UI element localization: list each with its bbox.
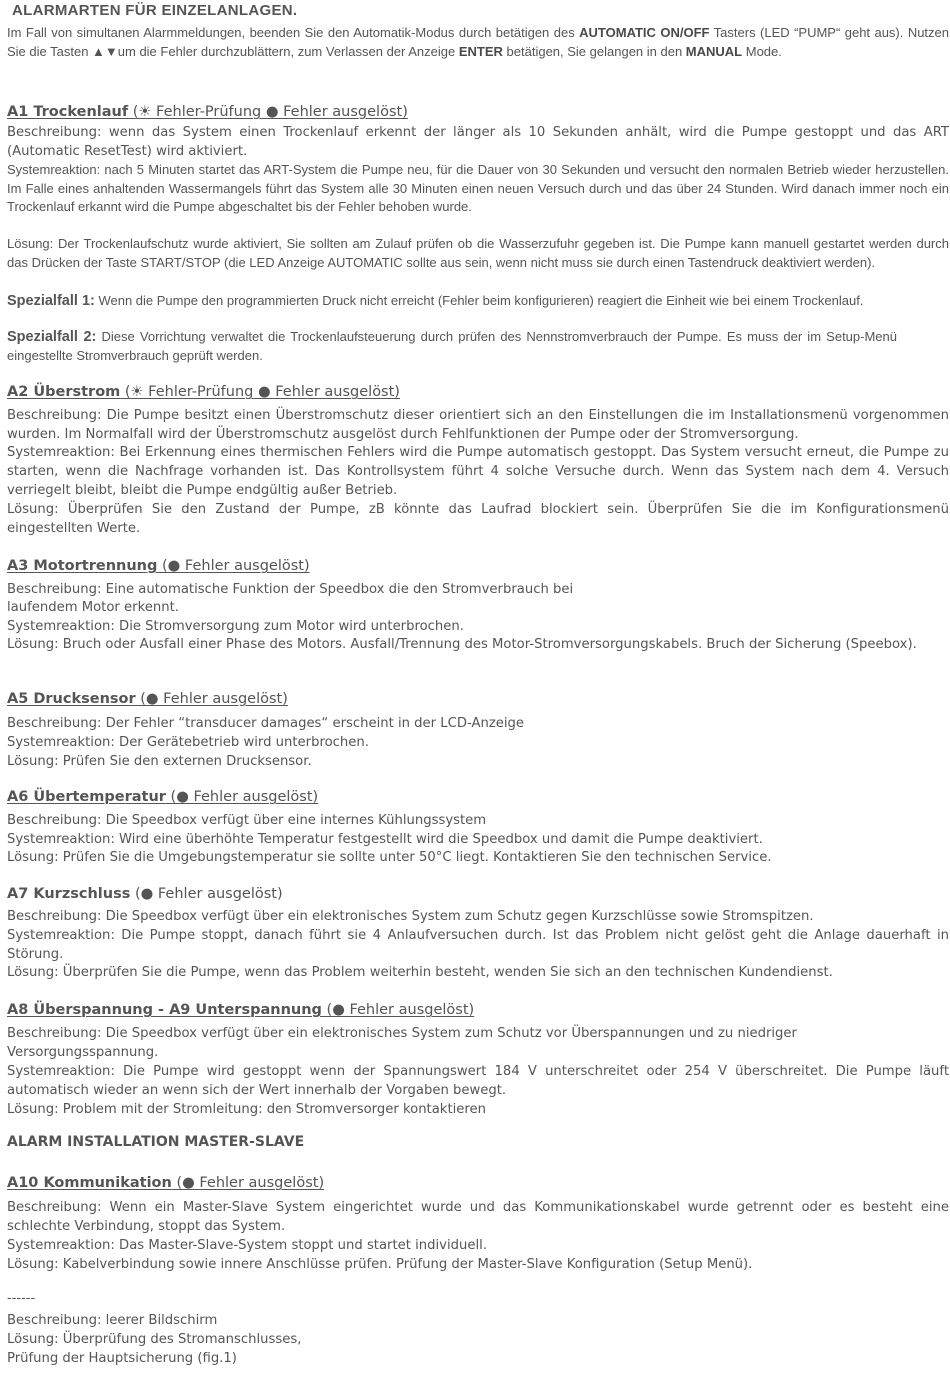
alarm-a8-a9-title: A8 Überspannung - A9 Unterspannung (● Fehler ausgelöst) [7, 1002, 475, 1018]
alarm-a5-reaction: Systemreaktion: Der Gerätebetrieb wird unterbrochen. [7, 735, 369, 750]
alarm-a2-title: A2 Überstrom (☀ Fehler-Prüfung ● Fehler ausgelöst) [7, 384, 400, 400]
alarm-a10-reaction: Systemreaktion: Das Master-Slave-System stoppt und startet individuell. [7, 1238, 488, 1253]
alarm-a1-solution: Lösung: Der Trockenlaufschutz wurde aktiviert, Sie sollten am Zulauf prüfen ob die Wasserzufuhr gegeben ist. Die Pumpe kann manuell gestartet werden durch das Drücken der Taste START/STOP (die LED Anzeige AUTOMATIC sollte aus sein, wenn nicht muss sie durch einen Tastendruck deaktiviert werden). [7, 236, 949, 270]
alarm-a10-description: Beschreibung: Wenn ein Master-Slave System eingerichtet wurde und das Kommunikationskabel wurde getrennt oder es besteht eine schlechte Verbindung, stoppt das System. [7, 1200, 949, 1234]
alarm-a8-description-line1: Beschreibung: Die Speedbox verfügt über ein elektronisches System zum Schutz vor Überspannungen und zu niedriger [7, 1026, 797, 1041]
alarm-a6-reaction: Systemreaktion: Wird eine überhöhte Temperatur festgestellt wird die Speedbox und damit die Pumpe deaktiviert. [7, 832, 763, 847]
alarm-dashes-solution-line2: Prüfung der Hauptsicherung (fig.1) [7, 1351, 237, 1366]
alarm-dashes-description: Beschreibung: leerer Bildschirm [7, 1313, 218, 1328]
alarm-a7-reaction: Systemreaktion: Die Pumpe stoppt, danach führt sie 4 Anlaufversuchen durch. Ist das Problem nicht gelöst geht die Anlage dauerhaft in Störung. [7, 928, 949, 962]
alarm-a1-reaction: Systemreaktion: nach 5 Minuten startet das ART-System die Pumpe neu, für die Dauer von 30 Sekunden und versucht den normalen Betrieb wieder herzustellen. Im Falle eines anhaltenden Wassermangels führt das System alle 30 Minuten einen neuen Versuch durch und das über 24 Stunden. Wird danach immer noch ein Trockenlauf erkannt wird die Pumpe abgeschaltet bis der Fehler behoben wurde. [7, 162, 949, 214]
alarm-a1-title: A1 Trockenlauf (☀ Fehler-Prüfung ● Fehler ausgelöst) [7, 104, 408, 120]
alarm-a5-description: Beschreibung: Der Fehler “transducer damages“ erscheint in der LCD-Anzeige [7, 716, 525, 731]
alarm-a10-solution: Lösung: Kabelverbindung sowie innere Anschlüsse prüfen. Prüfung der Master-Slave Konfiguration (Setup Menü). [7, 1257, 753, 1272]
alarm-a6-title: A6 Übertemperatur (● Fehler ausgelöst) [7, 789, 319, 805]
alarm-a1-special-case-2: Spezialfall 2: Diese Vorrichtung verwaltet die Trockenlaufsteuerung durch prüfen des Nennstromverbrauch der Pumpe. Es muss der im Setup-Menü eingestellte Stromverbrauch geprüft werden. [7, 329, 897, 363]
alarm-a2-solution: Lösung: Überprüfen Sie den Zustand der Pumpe, zB könnte das Laufrad blockiert sein. Überprüfen Sie die im Konfigurationsmenü eingestellten Werte. [7, 502, 949, 536]
alarm-a6-description: Beschreibung: Die Speedbox verfügt über eine internes Kühlungssystem [7, 813, 487, 828]
alarm-a1-description: Beschreibung: wenn das System einen Trockenlauf erkennt der länger als 10 Sekunden anhält, wird die Pumpe gestoppt und das ART (Automatic ResetTest) wird aktiviert. [7, 125, 949, 159]
alarm-a3-reaction: Systemreaktion: Die Stromversorgung zum Motor wird unterbrochen. [7, 619, 464, 634]
alarm-a3-title: A3 Motortrennung (● Fehler ausgelöst) [7, 558, 310, 574]
alarm-a6-solution: Lösung: Prüfen Sie die Umgebungstemperatur sie sollte unter 50°C liegt. Kontaktieren Sie den technischen Service. [7, 850, 772, 865]
alarm-a7-description: Beschreibung: Die Speedbox verfügt über ein elektronisches System zum Schutz gegen Kurzschlüsse sowie Stromspitzen. [7, 909, 814, 924]
alarm-a2-reaction: Systemreaktion: Bei Erkennung eines thermischen Fehlers wird die Pumpe automatisch gestoppt. Das System versucht erneut, die Pumpe zu starten, wenn die Nachfrage vorhanden ist. Das Kontrollsystem führt 4 solche Versuche durch. Wenn das System nach dem 4. Versuch verriegelt bleibt, bleibt die Pumpe endgültig außer Betrieb. [7, 445, 949, 498]
page-title: ALARMARTEN FÜR EINZELANLAGEN. [12, 2, 298, 19]
alarm-a10-title: A10 Kommunikation (● Fehler ausgelöst) [7, 1175, 325, 1191]
alarm-a3-description-line2: laufendem Motor erkennt. [7, 600, 179, 615]
alarm-a1-special-case-1: Spezialfall 1: Wenn die Pumpe den programmierten Druck nicht erreicht (Fehler beim konfigurieren) reagiert die Einheit wie bei einem Trockenlauf. [7, 293, 864, 309]
alarm-a8-description-line2: Versorgungsspannung. [7, 1045, 159, 1060]
alarm-a3-solution: Lösung: Bruch oder Ausfall einer Phase des Motors. Ausfall/Trennung des Motor-Stromversorgungskabels. Bruch der Sicherung (Speebox). [7, 637, 917, 652]
alarm-a5-title: A5 Drucksensor (● Fehler ausgelöst) [7, 691, 288, 707]
alarm-a3-description-line1: Beschreibung: Eine automatische Funktion der Speedbox die den Stromverbrauch bei [7, 582, 574, 597]
alarm-a8-reaction: Systemreaktion: Die Pumpe wird gestoppt wenn der Spannungswert 184 V unterschreitet oder 254 V überschreitet. Die Pumpe läuft automatisch wieder an wenn sich der Wert innerhalb der Vorgaben bewegt. [7, 1064, 949, 1098]
alarm-a7-solution: Lösung: Überprüfen Sie die Pumpe, wenn das Problem weiterhin besteht, wenden Sie sich an den technischen Kundendienst. [7, 965, 833, 980]
alarm-a8-solution: Lösung: Problem mit der Stromleitung: den Stromversorger kontaktieren [7, 1102, 486, 1117]
alarm-a5-solution: Lösung: Prüfen Sie den externen Drucksensor. [7, 754, 312, 769]
intro-paragraph: Im Fall von simultanen Alarmmeldungen, beenden Sie den Automatik-Modus durch betätigen des AUTOMATIC ON/OFF Tasters (LED “PUMP“ geht aus). Nutzen Sie die Tasten ▲▼um die Fehler durchzublättern, zum Verlassen der Anzeige ENTER betätigen, Sie gelangen in den MANUAL Mode. [7, 25, 950, 59]
master-slave-heading: ALARM INSTALLATION MASTER-SLAVE [7, 1134, 305, 1150]
alarm-dashes-solution-line1: Lösung: Überprüfung des Stromanschlusses, [7, 1332, 302, 1347]
alarm-a7-title: A7 Kurzschluss (● Fehler ausgelöst) [7, 886, 283, 902]
alarm-dashes-code: ------ [7, 1291, 36, 1306]
alarm-a2-description: Beschreibung: Die Pumpe besitzt einen Überstromschutz dieser orientiert sich an den Einstellungen die im Installationsmenü vorgenommen wurden. Im Normalfall wird der Überstromschutz ausgelöst durch Fehlfunktionen der Pumpe oder der Stromversorgung. [7, 408, 949, 442]
